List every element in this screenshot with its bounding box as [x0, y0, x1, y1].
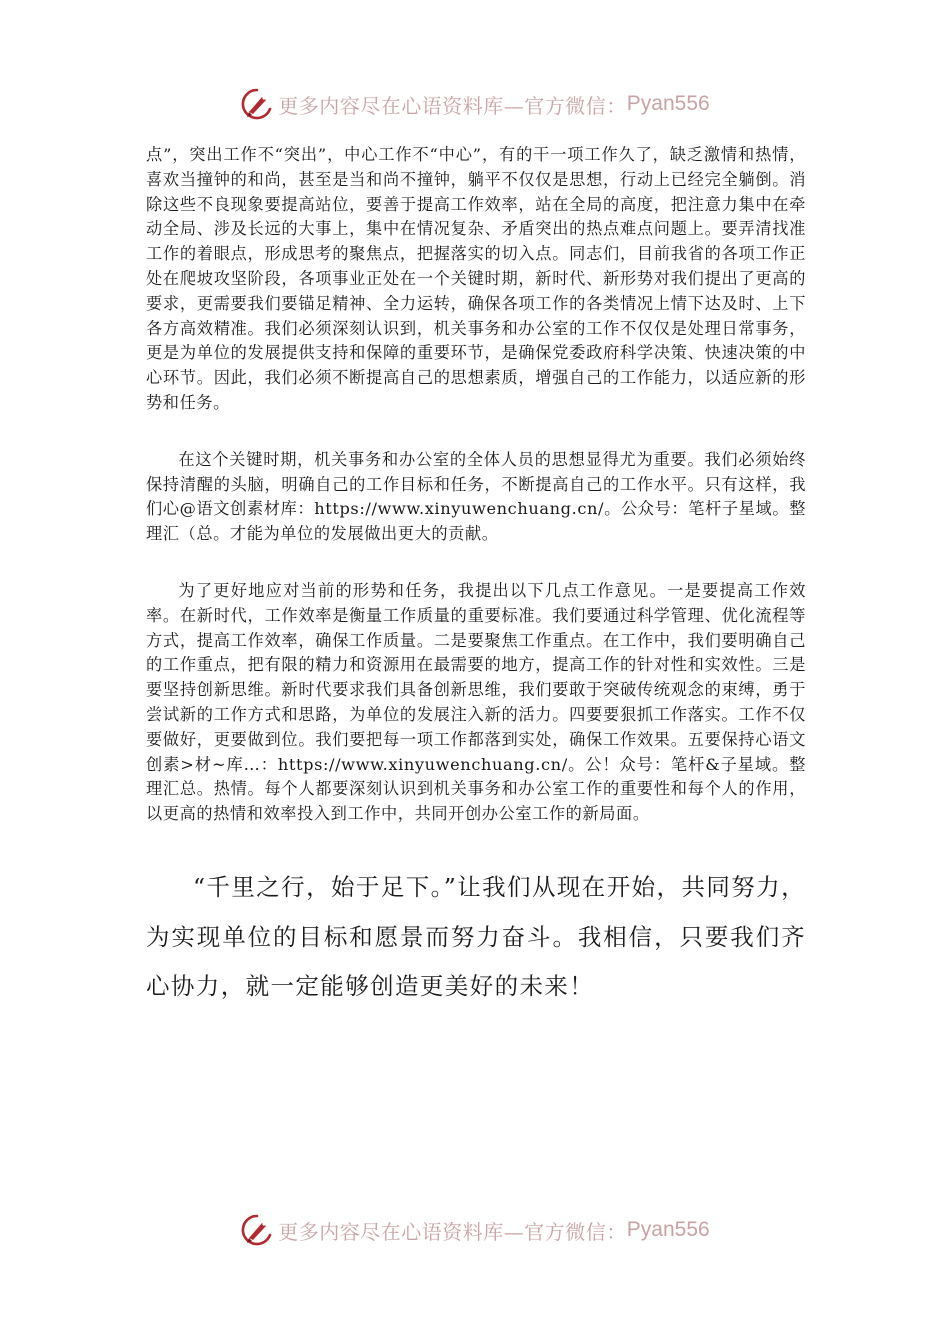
document-body [146, 143, 806, 1012]
footer-banner [0, 1210, 950, 1250]
header-banner [0, 84, 950, 124]
header-banner-wechat-id: Pyan556 [626, 92, 710, 115]
footer-banner-text: 更多内容尽在心语资料库—官方微信： [278, 1219, 627, 1244]
paragraph: 为了更好地应对当前的形势和任务，我提出以下几点工作意见。一是要提高工作效率。在新时代，工作效率是衡量工作质量的重要标准。我们要通过科学管理、优化流程等方式，提高工作效率，确保工作质量。二是要聚焦工作重点。在工作中，我们要明确自己的工作重点，把有限的精力和资源用在最需要的地方，提高工作的针对性和实效性。三是要坚持创新思维。新时代要求我们具备创新思维，我们要敢于突破传统观念的束缚，勇于尝试新的工作方式和思路，为单位的发展注入新的活力。四要要狠抓工作落实。工作不仅要做好，更要做到位。我们要把每一项工作都落到实处，确保工作效果。五要保持心语文创素>材~库…：https://www.xinyuwenchuang.cn/。公！众号：笔杆&子星域。整理汇总。热情。每个人都要深刻认识到机关事务和办公室工作的重要性和每个人的作用，以更高的热情和效率投入到工作中，共同开创办公室工作的新局面。 [146, 580, 806, 824]
closing-quote-paragraph: “千里之行，始于足下。”让我们从现在开始，共同努力，为实现单位的目标和愿景而努力奋斗。我相信，只要我们齐心协力，就一定能够创造更美好的未来！ [146, 872, 806, 1001]
footer-banner-wechat-id: Pyan556 [626, 1218, 710, 1241]
pen-logo-icon [240, 1213, 274, 1247]
paragraph: 在这个关键时期，机关事务和办公室的全体人员的思想显得尤为重要。我们必须始终保持清醒的头脑，明确自己的工作目标和任务，不断提高自己的工作水平。只有这样，我们心@语文创素材库：https://www.xinyuwenchuang.cn/。公众号：笔杆子星域。整理汇（总。才能为单位的发展做出更大的贡献。 [146, 449, 806, 544]
header-banner-text: 更多内容尽在心语资料库—官方微信： [278, 93, 627, 118]
paragraph: 点”，突出工作不“突出”，中心工作不“中心”，有的干一项工作久了，缺乏激情和热情，喜欢当撞钟的和尚，甚至是当和尚不撞钟，躺平不仅仅是思想，行动上已经完全躺倒。消除这些不良现象要提高站位，要善于提高工作效率，站在全局的高度，把注意力集中在牵动全局、涉及长远的大事上，集中在情况复杂、矛盾突出的热点难点问题上。要弄清找准工作的着眼点，形成思考的聚焦点，把握落实的切入点。同志们，目前我省的各项工作正处在爬坡攻坚阶段，各项事业正处在一个关键时期，新时代、新形势对我们提出了更高的要求，更需要我们要锚足精神、全力运转，确保各项工作的各类情况上情下达及时、上下各方高效精准。我们必须深刻认识到，机关事务和办公室的工作不仅仅是处理日常事务，更是为单位的发展提供支持和保障的重要环节，是确保党委政府科学决策、快速决策的中心环节。因此，我们必须不断提高自己的思想素质，增强自己的工作能力，以适应新的形势和任务。 [146, 145, 806, 412]
pen-logo-icon [240, 87, 274, 121]
